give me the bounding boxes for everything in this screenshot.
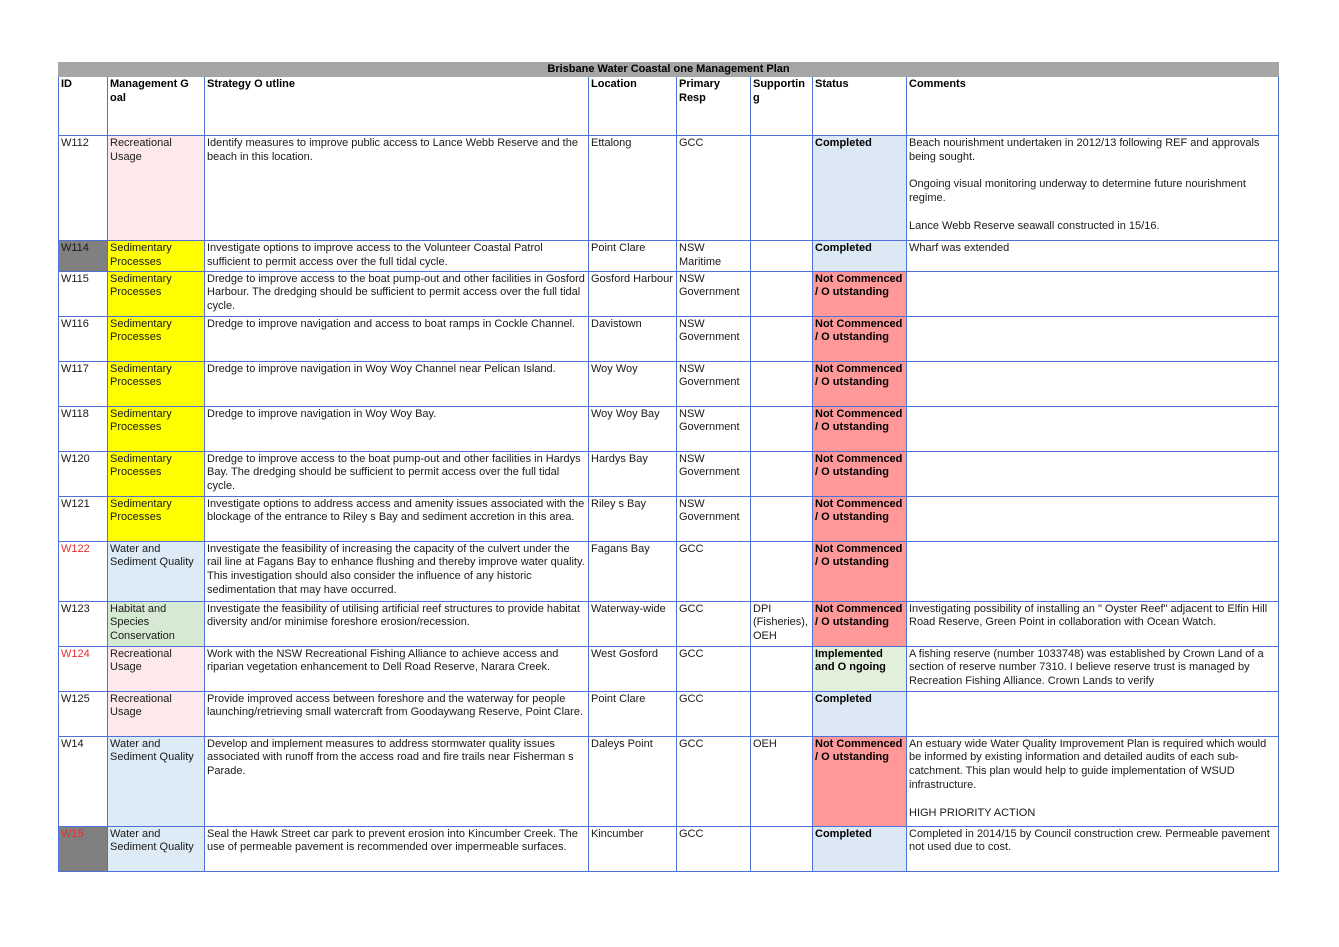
row-strategy: Dredge to improve navigation in Woy Woy Channel near Pelican Island. <box>205 361 589 406</box>
row-primary: GCC <box>677 136 751 241</box>
comment-paragraph: Lance Webb Reserve seawall constructed in 15/16. <box>909 219 1160 232</box>
table-row <box>59 736 1279 826</box>
row-location: Woy Woy <box>589 361 677 406</box>
row-goal: Sedimentary Processes <box>108 361 205 406</box>
row-supporting: OEH <box>751 736 813 826</box>
comment-paragraph: An estuary wide Water Quality Improvement Plan is required which would be informed by existing information and detailed audits of each sub-catchment. This plan would help to guide implementation of WSUD infrastructure. <box>909 737 1267 791</box>
table-row <box>59 316 1279 361</box>
row-strategy: Investigate options to address access and amenity issues associated with the blockage of the entrance to Riley s Bay and sediment accretion in this area. <box>205 496 589 541</box>
management-plan-sheet <box>58 62 1278 872</box>
row-supporting <box>751 496 813 541</box>
row-primary: NSW Government <box>677 316 751 361</box>
row-primary: NSW Government <box>677 361 751 406</box>
row-id: W115 <box>59 271 108 316</box>
header-strategy: Strategy O utline <box>205 77 589 136</box>
row-status: Not Commenced / O utstanding <box>813 361 907 406</box>
row-supporting <box>751 826 813 871</box>
row-supporting <box>751 271 813 316</box>
comment-paragraph: Ongoing visual monitoring underway to determine future nourishment regime. <box>909 178 1246 205</box>
row-id: W15 <box>59 826 108 871</box>
table-row <box>59 241 1279 272</box>
row-strategy: Work with the NSW Recreational Fishing Alliance to achieve access and riparian vegetation enhancement to Dell Road Reserve, Narara Creek. <box>205 646 589 691</box>
table-row <box>59 496 1279 541</box>
comment-paragraph: A fishing reserve (number 1033748) was established by Crown Land of a section of reserve number 7310. I believe reserve trust is managed by Recreation Fishing Alliance. Crown Lands to verify <box>909 647 1264 688</box>
row-id: W120 <box>59 451 108 496</box>
row-supporting <box>751 541 813 601</box>
row-id: W116 <box>59 316 108 361</box>
row-id: W122 <box>59 541 108 601</box>
row-primary: GCC <box>677 601 751 646</box>
row-location: Woy Woy Bay <box>589 406 677 451</box>
row-status: Not Commenced / O utstanding <box>813 406 907 451</box>
row-strategy: Investigate options to improve access to the Volunteer Coastal Patrol sufficient to permit access over the full tidal cycle. <box>205 241 589 272</box>
header-supporting: Supportin g <box>751 77 813 136</box>
table-title: Brisbane Water Coastal one Management Plan <box>59 63 1279 77</box>
row-goal: Recreational Usage <box>108 691 205 736</box>
row-comments <box>907 736 1279 826</box>
row-strategy: Investigate the feasibility of increasing the capacity of the culvert under the rail line at Fagans Bay to enhance flushing and thereby improve water quality. This investigation should also consider the influence of any historic sedimentation that may have occurred. <box>205 541 589 601</box>
row-location: Gosford Harbour <box>589 271 677 316</box>
row-status: Completed <box>813 691 907 736</box>
comment-paragraph: Beach nourishment undertaken in 2012/13 following REF and approvals being sought. <box>909 137 1260 163</box>
row-strategy: Investigate the feasibility of utilising artificial reef structures to provide habitat diversity and/or minimise foreshore erosion/recession. <box>205 601 589 646</box>
row-goal: Sedimentary Processes <box>108 406 205 451</box>
row-comments <box>907 241 1279 272</box>
row-location: West Gosford <box>589 646 677 691</box>
row-id: W117 <box>59 361 108 406</box>
row-location: Point Clare <box>589 691 677 736</box>
row-comments <box>907 496 1279 541</box>
row-supporting <box>751 136 813 241</box>
row-location: Hardys Bay <box>589 451 677 496</box>
row-id: W118 <box>59 406 108 451</box>
header-status: Status <box>813 77 907 136</box>
row-location: Fagans Bay <box>589 541 677 601</box>
row-status: Completed <box>813 136 907 241</box>
row-strategy: Dredge to improve navigation and access to boat ramps in Cockle Channel. <box>205 316 589 361</box>
row-goal: Sedimentary Processes <box>108 451 205 496</box>
row-primary: GCC <box>677 646 751 691</box>
comment-paragraph: Completed in 2014/15 by Council construction crew. Permeable pavement not used due to cost. <box>909 827 1270 854</box>
row-strategy: Develop and implement measures to address stormwater quality issues associated with runoff from the access road and fire trails near Fisherman s Parade. <box>205 736 589 826</box>
row-comments <box>907 826 1279 871</box>
row-supporting <box>751 451 813 496</box>
table-row <box>59 826 1279 871</box>
title-row <box>59 63 1279 77</box>
table-row <box>59 451 1279 496</box>
row-primary: NSW Government <box>677 496 751 541</box>
row-goal: Sedimentary Processes <box>108 496 205 541</box>
header-comments: Comments <box>907 77 1279 136</box>
row-comments <box>907 406 1279 451</box>
row-status: Completed <box>813 826 907 871</box>
row-primary: GCC <box>677 541 751 601</box>
row-primary: GCC <box>677 691 751 736</box>
table-row <box>59 136 1279 241</box>
row-status: Not Commenced / O utstanding <box>813 271 907 316</box>
row-status: Not Commenced / O utstanding <box>813 736 907 826</box>
row-comments <box>907 361 1279 406</box>
row-goal: Sedimentary Processes <box>108 241 205 272</box>
row-strategy: Provide improved access between foreshore and the waterway for people launching/retrieving small watercraft from Goodaywang Reserve, Point Clare. <box>205 691 589 736</box>
row-id: W14 <box>59 736 108 826</box>
header-primary: Primary Resp <box>677 77 751 136</box>
row-strategy: Dredge to improve access to the boat pump-out and other facilities in Hardys Bay. The dredging should be sufficient to permit access over the full tidal cycle. <box>205 451 589 496</box>
row-comments <box>907 316 1279 361</box>
row-id: W112 <box>59 136 108 241</box>
row-id: W125 <box>59 691 108 736</box>
row-comments <box>907 541 1279 601</box>
row-comments <box>907 601 1279 646</box>
table-row <box>59 691 1279 736</box>
row-strategy: Identify measures to improve public access to Lance Webb Reserve and the beach in this location. <box>205 136 589 241</box>
row-location: Daleys Point <box>589 736 677 826</box>
row-primary: GCC <box>677 826 751 871</box>
row-status: Not Commenced / O utstanding <box>813 496 907 541</box>
row-supporting <box>751 316 813 361</box>
comment-paragraph: Wharf was extended <box>909 242 1010 254</box>
row-location: Waterway-wide <box>589 601 677 646</box>
row-status: Not Commenced / O utstanding <box>813 601 907 646</box>
header-id: ID <box>59 77 108 136</box>
row-status: Not Commenced / O utstanding <box>813 451 907 496</box>
row-comments <box>907 451 1279 496</box>
row-strategy: Seal the Hawk Street car park to prevent erosion into Kincumber Creek. The use of permeable pavement is recommended over impermeable surfaces. <box>205 826 589 871</box>
row-supporting <box>751 691 813 736</box>
table-row <box>59 271 1279 316</box>
row-goal: Habitat and Species Conservation <box>108 601 205 646</box>
row-primary: NSW Government <box>677 406 751 451</box>
row-goal: Sedimentary Processes <box>108 316 205 361</box>
header-location: Location <box>589 77 677 136</box>
row-goal: Recreational Usage <box>108 136 205 241</box>
row-primary: NSW Maritime <box>677 241 751 272</box>
table-row <box>59 406 1279 451</box>
header-row <box>59 77 1279 136</box>
comment-paragraph: HIGH PRIORITY ACTION <box>909 806 1036 819</box>
row-supporting <box>751 361 813 406</box>
table-row <box>59 646 1279 691</box>
comment-paragraph: Investigating possibility of installing an " Oyster Reef" adjacent to Elfin Hill Road Reserve, Green Point in collaboration with Ocean Watch. <box>909 602 1268 629</box>
row-supporting <box>751 241 813 272</box>
row-location: Riley s Bay <box>589 496 677 541</box>
row-comments <box>907 691 1279 736</box>
row-goal: Water and Sediment Quality <box>108 541 205 601</box>
row-id: W114 <box>59 241 108 272</box>
management-plan-table <box>58 62 1279 872</box>
row-comments <box>907 646 1279 691</box>
row-strategy: Dredge to improve access to the boat pump-out and other facilities in Gosford Harbour. The dredging should be sufficient to permit access over the full tidal cycle. <box>205 271 589 316</box>
row-comments <box>907 136 1279 241</box>
row-comments <box>907 271 1279 316</box>
row-id: W121 <box>59 496 108 541</box>
table-body <box>59 136 1279 872</box>
row-id: W123 <box>59 601 108 646</box>
row-location: Kincumber <box>589 826 677 871</box>
row-strategy: Dredge to improve navigation in Woy Woy Bay. <box>205 406 589 451</box>
row-id: W124 <box>59 646 108 691</box>
table-row <box>59 541 1279 601</box>
row-goal: Recreational Usage <box>108 646 205 691</box>
row-goal: Water and Sediment Quality <box>108 826 205 871</box>
row-supporting: DPI (Fisheries), OEH <box>751 601 813 646</box>
row-location: Point Clare <box>589 241 677 272</box>
row-location: Davistown <box>589 316 677 361</box>
table-row <box>59 361 1279 406</box>
row-location: Ettalong <box>589 136 677 241</box>
row-primary: NSW Government <box>677 451 751 496</box>
row-supporting <box>751 646 813 691</box>
row-status: Not Commenced / O utstanding <box>813 316 907 361</box>
row-goal: Sedimentary Processes <box>108 271 205 316</box>
table-row <box>59 601 1279 646</box>
header-goal: Management G oal <box>108 77 205 136</box>
row-status: Not Commenced / O utstanding <box>813 541 907 601</box>
row-primary: GCC <box>677 736 751 826</box>
row-primary: NSW Government <box>677 271 751 316</box>
row-status: Completed <box>813 241 907 272</box>
row-goal: Water and Sediment Quality <box>108 736 205 826</box>
row-supporting <box>751 406 813 451</box>
row-status: Implemented and O ngoing <box>813 646 907 691</box>
